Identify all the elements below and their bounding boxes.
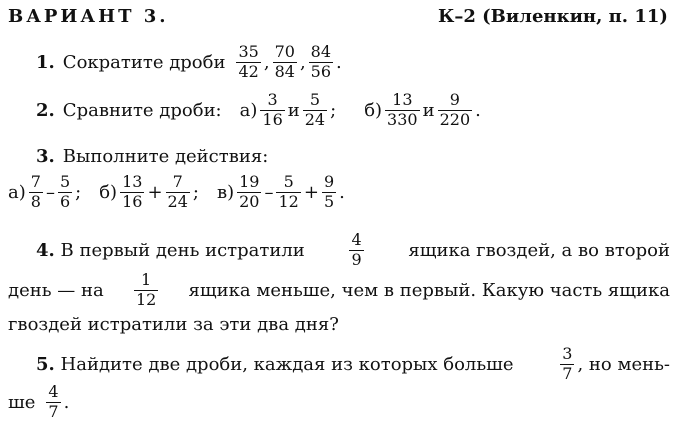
fraction: $\frac{84}{56}$ bbox=[310, 42, 332, 81]
task-1: 1. Сократите дроби $\frac{35}{42}$ , $\frac{70}{84}$ , $\frac{84}{56}$ . bbox=[36, 42, 342, 81]
task-4-line-1 bbox=[36, 232, 670, 269]
task-5-line-2 bbox=[8, 384, 69, 421]
variant-title bbox=[8, 6, 169, 27]
fraction: $\frac{9}{220}$ bbox=[439, 90, 471, 129]
task-3-c-label: в) bbox=[216, 181, 235, 203]
task-2: 2. Сравните дроби: а) $\frac{3}{16}$ и $\frac{5}{24}$ ; б) $\frac{13}{330}$ и $\frac{9}{220}$ . bbox=[36, 90, 481, 129]
fraction: $\frac{7}{8}$ bbox=[30, 172, 41, 211]
task-5-line-1 bbox=[36, 346, 670, 383]
task-4-text: день — на bbox=[8, 279, 104, 301]
fraction: $\frac{5}{12}$ bbox=[278, 172, 299, 211]
fraction: $\frac{4}{7}$ bbox=[48, 382, 59, 421]
task-3-heading bbox=[36, 146, 268, 167]
task-3-number: 3. bbox=[36, 146, 55, 167]
fraction: $\frac{13}{330}$ bbox=[387, 90, 418, 129]
and-word: и bbox=[287, 99, 300, 121]
task-5-text: Найдите две дроби, каждая из которых больше bbox=[60, 353, 514, 375]
fraction: $\frac{5}{6}$ bbox=[59, 172, 71, 211]
task-5-text: ше bbox=[8, 391, 36, 413]
fraction: $\frac{7}{24}$ bbox=[167, 172, 188, 211]
task-1-number: 1. bbox=[36, 51, 55, 73]
task-4-text: В первый день истратили bbox=[60, 239, 305, 261]
task-4-line-3 bbox=[8, 314, 339, 335]
fraction: $\frac{35}{42}$ bbox=[238, 42, 259, 81]
fraction: $\frac{1}{12}$ bbox=[135, 270, 157, 309]
work-label: К–2 (Виленкин, п. 11) bbox=[438, 6, 668, 27]
and-word: и bbox=[422, 99, 435, 121]
fraction: $\frac{4}{9}$ bbox=[351, 230, 362, 269]
task-4-text: ящика гвоздей, а во второй bbox=[408, 239, 670, 261]
task-4-number: 4. bbox=[36, 239, 55, 261]
work-title bbox=[438, 6, 668, 27]
fraction: $\frac{70}{84}$ bbox=[274, 42, 295, 81]
task-4-text: ящика меньше, чем в первый. Какую часть ящика bbox=[188, 279, 670, 301]
fraction: $\frac{3}{7}$ bbox=[562, 344, 573, 383]
task-5-number: 5. bbox=[36, 353, 55, 375]
task-3-b-label: б) bbox=[99, 181, 118, 203]
task-2-number: 2. bbox=[36, 99, 55, 121]
task-5-text: . bbox=[63, 391, 70, 413]
task-2-a-label: а) bbox=[239, 99, 258, 121]
task-3-expressions: а) $\frac{7}{8}$ – $\frac{5}{6}$ ; б) $\frac{13}{16}$ + $\frac{7}{24}$ ; в) $\frac{19}{20}$ – $\frac{5}{12}$ + $\frac{9}{5}$ . bbox=[8, 172, 345, 211]
fraction: $\frac{3}{16}$ bbox=[262, 90, 283, 129]
task-5-text: , но мень- bbox=[577, 353, 670, 375]
task-2-b-label: б) bbox=[364, 99, 383, 121]
fraction: $\frac{5}{24}$ bbox=[304, 90, 326, 129]
fraction: $\frac{13}{16}$ bbox=[122, 172, 143, 211]
task-3-text: Выполните действия: bbox=[62, 146, 269, 167]
task-1-text: Сократите дроби bbox=[62, 51, 226, 73]
task-4-text: гвоздей истратили за эти два дня? bbox=[8, 314, 339, 335]
task-3-a-label: а) bbox=[8, 181, 26, 203]
task-2-text: Сравните дроби: bbox=[62, 99, 222, 121]
fraction: $\frac{9}{5}$ bbox=[323, 172, 335, 211]
fraction: $\frac{19}{20}$ bbox=[239, 172, 260, 211]
task-4-line-2 bbox=[8, 272, 670, 309]
variant-label: ВАРИАНТ 3. bbox=[8, 6, 169, 27]
